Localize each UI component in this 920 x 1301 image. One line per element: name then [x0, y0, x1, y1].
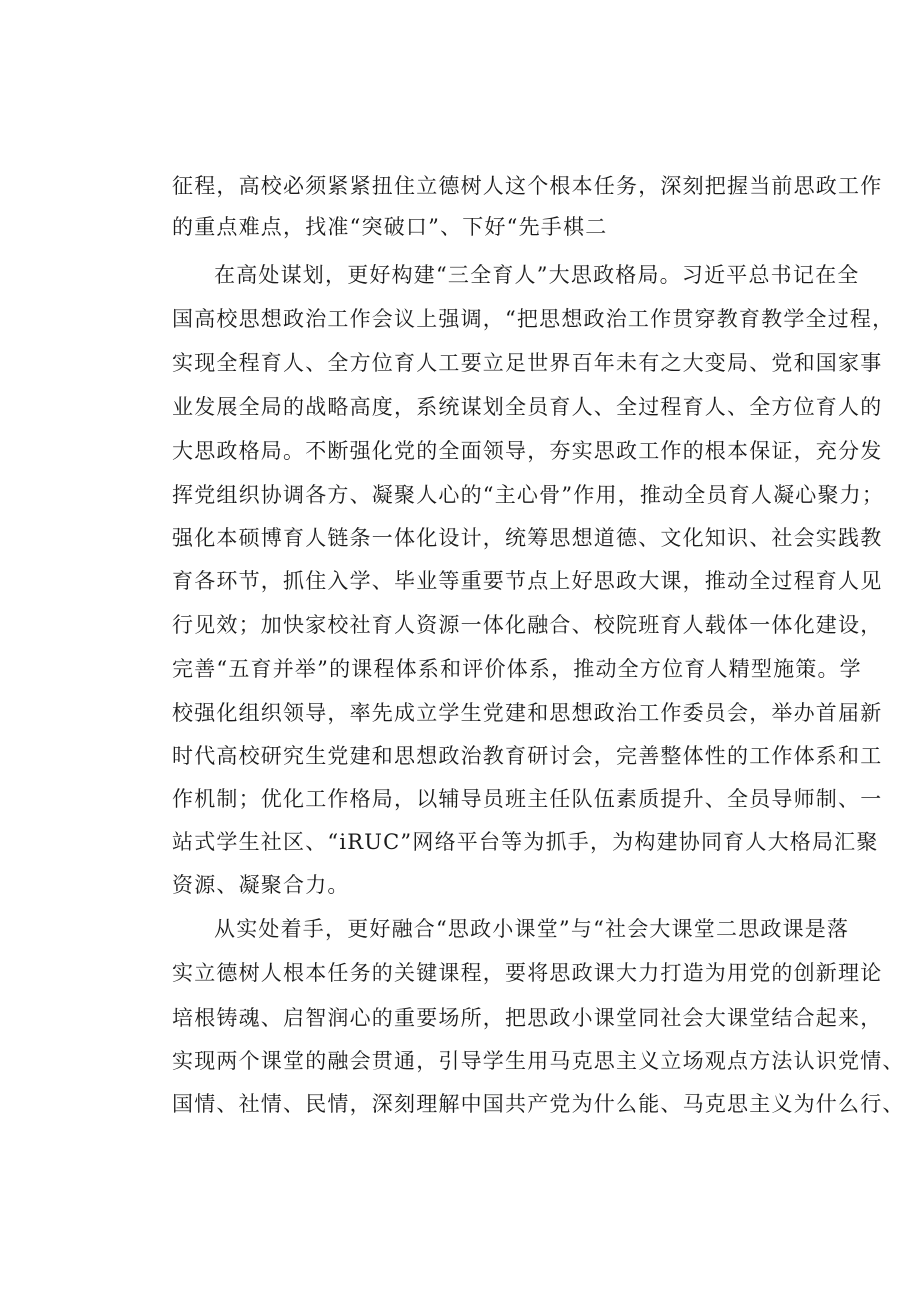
text-line: 校强化组织领导，率先成立学生党建和思想政治工作委员会，举办首届新	[172, 701, 883, 725]
text-line: 大思政格局。不断强化党的全面领导，夯实思政工作的根本保证，充分发	[172, 439, 883, 463]
text-line: 行见效；加快家校社育人资源一体化融合、校院班育人载体一体化建设，	[172, 613, 883, 637]
text-line: 育各环节，抓住入学、毕业等重要节点上好思政大课，推动全过程育人见	[172, 569, 883, 593]
text-line: 挥党组织协调各方、凝聚人心的“主心骨”作用，推动全员育人凝心聚力；	[172, 483, 885, 507]
paragraph-start-line: 从实处着手，更好融合“思政小课堂”与“社会大课堂二思政课是落	[214, 917, 850, 941]
text-line: 的重点难点，找准“突破口”、下好“先手棋二	[172, 215, 608, 239]
text-line: 国高校思想政治工作会议上强调，“把思想政治工作贯穿教育教学全过程，	[172, 307, 895, 331]
text-line: 作机制；优化工作格局，以辅导员班主任队伍素质提升、全员导师制、一	[172, 787, 883, 811]
text-line: 强化本硕博育人链条一体化设计，统筹思想道德、文化知识、社会实践教	[172, 526, 883, 550]
text-line: 完善“五育并举”的课程体系和评价体系，推动全方位育人精型施策。学	[172, 657, 862, 681]
text-line: 培根铸魂、启智润心的重要场所，把思政小课堂同社会大课堂结合起来，	[172, 1006, 883, 1030]
text-line: 实立德树人根本任务的关键课程，要将思政课大力打造为用党的创新理论	[172, 961, 883, 985]
text-line: 时代高校研究生党建和思想政治教育研讨会，完善整体性的工作体系和工	[172, 744, 883, 768]
paragraph-start-line: 在高处谋划，更好构建“三全育人”大思政格局。习近平总书记在全	[214, 263, 860, 287]
text-line: 征程，高校必须紧紧扭住立德树人这个根本任务，深刻把握当前思政工作	[172, 174, 883, 198]
text-line: 资源、凝聚合力。	[172, 873, 350, 897]
text-line: 业发展全局的战略高度，系统谋划全员育人、全过程育人、全方位育人的	[172, 395, 883, 419]
text-line: 实现全程育人、全方位育人工要立足世界百年未有之大变局、党和国家事	[172, 351, 883, 375]
text-line: 国情、社情、民情，深刻理解中国共产党为什么能、马克思主义为什么行、	[172, 1092, 905, 1116]
text-line: 站式学生社区、“iRUC”网络平台等为抓手，为构建协同育人大格局汇聚	[172, 830, 879, 854]
text-line: 实现两个课堂的融会贯通，引导学生用马克思主义立场观点方法认识党情、	[172, 1049, 905, 1073]
